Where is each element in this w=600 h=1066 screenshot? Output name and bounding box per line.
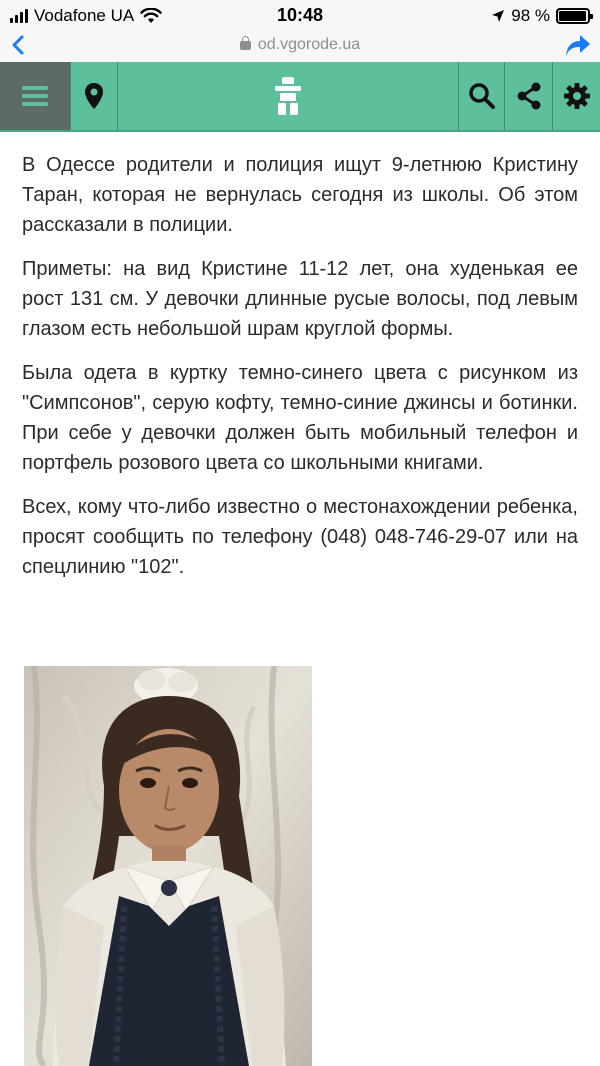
settings-button[interactable] <box>552 62 600 130</box>
clock: 10:48 <box>276 5 324 25</box>
url-text: od.vgorode.ua <box>257 36 361 53</box>
settings-icon <box>563 82 591 110</box>
article-body <box>22 150 578 596</box>
back-button[interactable] <box>8 33 30 57</box>
share-icon <box>515 82 543 110</box>
location-arrow-icon <box>491 9 505 23</box>
menu-button[interactable] <box>0 62 70 130</box>
battery-percent: 98 % <box>511 6 550 25</box>
lock-icon <box>240 41 251 50</box>
search-icon <box>468 82 496 110</box>
wifi-icon <box>140 8 162 24</box>
menu-icon <box>21 84 49 108</box>
article-paragraph: Была одета в куртку темно-синего цвета с рисунком из "Симпсонов", серую кофту, темно-синие джинсы и ботинки. При себе у девочки должен быть мобильный телефон и портфель розового цвета со школьными книгами. <box>22 362 578 474</box>
signal-icon <box>10 9 28 23</box>
location-button[interactable] <box>70 62 118 130</box>
logo-icon <box>273 76 303 116</box>
girl-portrait-image <box>24 666 312 1066</box>
carrier-name: Vodafone UA <box>34 6 135 25</box>
search-button[interactable] <box>458 62 504 130</box>
article-paragraph: Приметы: на вид Кристине 11-12 лет, она худенькая ее рост 131 см. У девочки длинные русые волосы, под левым глазом есть небольшой шрам круглой формы. <box>22 258 578 340</box>
share-button[interactable] <box>504 62 552 130</box>
url-field[interactable] <box>0 36 600 54</box>
carrier-area <box>10 6 162 26</box>
battery-level <box>559 11 586 21</box>
chevron-left-icon <box>8 33 30 57</box>
location-pin-icon <box>84 82 104 110</box>
article-paragraph: Всех, кому что-либо известно о местонахождении ребенка, просят сообщить по телефону (048) 048-746-29-07 или на спецлинию "102". <box>22 496 578 578</box>
battery-icon <box>556 8 590 24</box>
browser-share-button[interactable] <box>564 33 592 59</box>
article-paragraph: В Одессе родители и полиция ищут 9-летнюю Кристину Таран, которая не вернулась сегодня из школы. Об этом рассказали в полиции. <box>22 154 578 236</box>
site-nav-bar <box>0 62 600 132</box>
article-photo <box>24 666 312 1066</box>
status-right <box>491 6 590 26</box>
site-logo[interactable] <box>118 62 458 130</box>
status-bar <box>0 0 600 30</box>
browser-url-bar <box>0 30 600 62</box>
forward-arrow-icon <box>564 33 592 59</box>
